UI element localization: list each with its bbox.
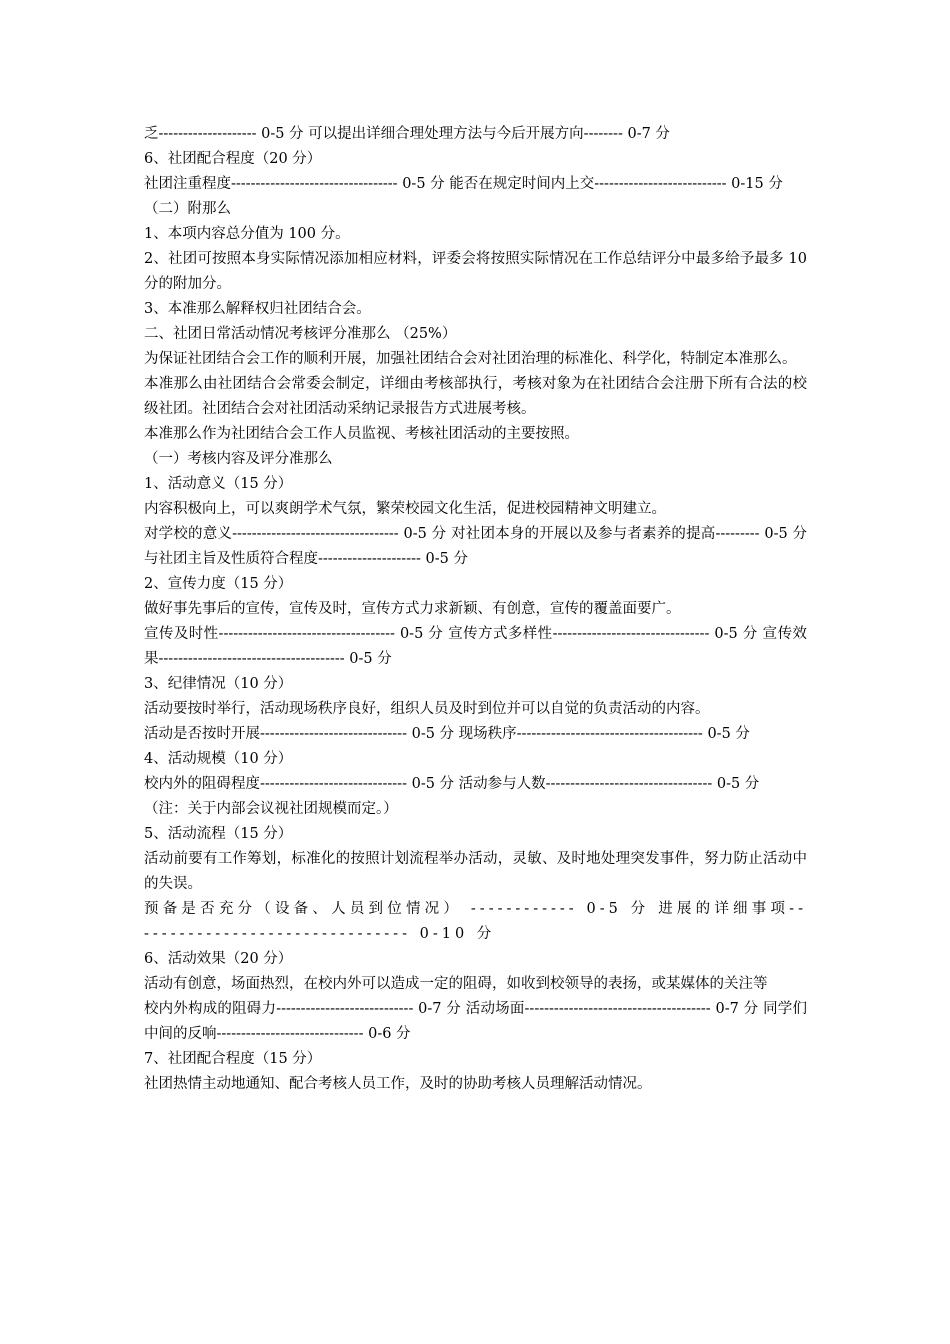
paragraph-text: 1、本项内容总分值为 100 分。 [144, 226, 350, 242]
document-page [144, 122, 807, 1097]
paragraph-text: 2、社团可按照本身实际情况添加相应材料，评委会将按照实际情况在工作总结评分中最多给予最多 10 分的附加分。 [144, 251, 807, 292]
scoring-criteria: 对学校的意义---------------------------------- 0-5 分 对社团本身的开展以及参与者素养的提高--------- 0-5 分 与社团主旨及性质符合程度--------------------- 0-5 分 [144, 526, 807, 567]
section-heading: （二）附那么 [144, 201, 231, 217]
section-heading: 1、活动意义（15 分） [144, 476, 293, 492]
paragraph-text: 乏-------------------- 0-5 分 可以提出详细合理处理方法与今后开展方向-------- 0-7 分 [144, 126, 670, 142]
scoring-criteria: 校内外构成的阻碍力---------------------------- 0-7 分 活动场面-------------------------------------- 0-7 分 同学们中间的反响------------------------------ 0-6 分 [144, 1001, 807, 1042]
paragraph-text: 活动前要有工作筹划，标准化的按照计划流程举办活动，灵敏、及时地处理突发事件，努力防止活动中的失误。 [144, 851, 807, 892]
paragraph-text: 社团热情主动地通知、配合考核人员工作，及时的协助考核人员理解活动情况。 [144, 1076, 652, 1092]
note-text: （注：关于内部会议视社团规模而定。） [144, 801, 398, 817]
paragraph-text: 3、本准那么解释权归社团结合会。 [144, 301, 371, 317]
section-heading: 4、活动规模（10 分） [144, 751, 293, 767]
paragraph-text: 本准那么由社团结合会常委会制定，详细由考核部执行，考核对象为在社团结合会注册下所有合法的校级社团。社团结合会对社团活动采纳记录报告方式进展考核。 [144, 376, 807, 417]
scoring-criteria: 宣传及时性------------------------------------ 0-5 分 宣传方式多样性-------------------------------- 0-5 分 宣传效果-------------------------------------- 0-5 分 [144, 626, 807, 667]
section-heading: 7、社团配合程度（15 分） [144, 1051, 322, 1067]
section-heading: （一）考核内容及评分准那么 [144, 451, 333, 467]
section-heading: 6、活动效果（20 分） [144, 951, 293, 967]
section-heading: 3、纪律情况（10 分） [144, 676, 293, 692]
scoring-criteria: 社团注重程度---------------------------------- 0-5 分 能否在规定时间内上交--------------------------- 0-15 分 [144, 176, 783, 192]
paragraph-text: 内容积极向上，可以爽朗学术气氛，繁荣校园文化生活，促进校园精神文明建立。 [144, 501, 666, 517]
section-heading: 二、社团日常活动情况考核评分准那么 （25%） [144, 326, 457, 342]
section-heading: 6、社团配合程度（20 分） [144, 151, 322, 167]
paragraph-text: 活动要按时举行，活动现场秩序良好，组织人员及时到位并可以自觉的负责活动的内容。 [144, 701, 710, 717]
scoring-criteria: 预备是否充分（设备、人员到位情况） ------------ 0-5 分 进展的详细事项-------------------------------- 0-10 分 [144, 901, 807, 942]
section-heading: 5、活动流程（15 分） [144, 826, 293, 842]
paragraph-text: 做好事先事后的宣传，宣传及时，宣传方式力求新颖、有创意，宣传的覆盖面要广。 [144, 601, 681, 617]
paragraph-text: 为保证社团结合会工作的顺利开展，加强社团结合会对社团治理的标准化、科学化，特制定本准那么。 [144, 351, 797, 367]
scoring-criteria: 活动是否按时开展------------------------------ 0-5 分 现场秩序-------------------------------------- 0-5 分 [144, 726, 750, 742]
paragraph-text: 活动有创意，场面热烈，在校内外可以造成一定的阻碍，如收到校领导的表扬，或某媒体的关注等 [144, 976, 768, 992]
scoring-criteria: 校内外的阻碍程度------------------------------ 0-5 分 活动参与人数---------------------------------- 0-5 分 [144, 776, 760, 792]
paragraph-text: 本准那么作为社团结合会工作人员监视、考核社团活动的主要按照。 [144, 426, 579, 442]
section-heading: 2、宣传力度（15 分） [144, 576, 293, 592]
